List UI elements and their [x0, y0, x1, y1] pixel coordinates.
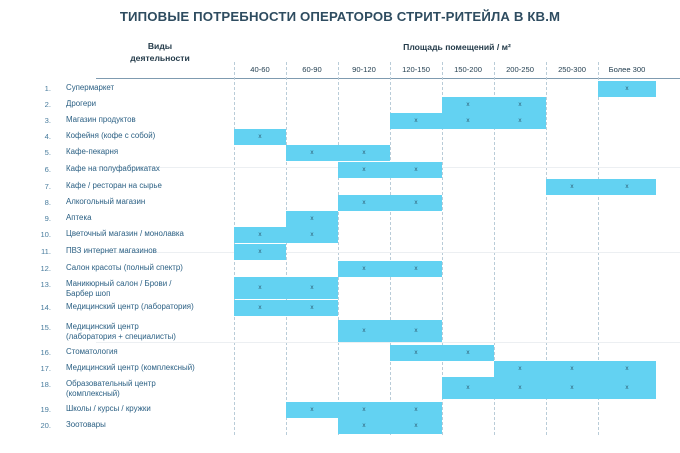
marked-cell[interactable]: x: [286, 145, 338, 161]
row-label-line: Кафе на полуфабрикатах: [66, 164, 160, 173]
marked-cell[interactable]: x: [234, 244, 286, 260]
header-area: Площадь помещений / м²: [403, 42, 511, 52]
header-rule: [96, 78, 680, 79]
row-number: 17.: [40, 364, 51, 373]
row-number: 4.: [44, 132, 51, 141]
marked-cell[interactable]: x: [390, 402, 442, 418]
column-header-7: Более 300: [608, 65, 646, 74]
row-label: [66, 213, 236, 223]
marked-cell[interactable]: x: [546, 377, 598, 399]
row-number: 5.: [44, 148, 51, 157]
marked-cell[interactable]: x: [390, 113, 442, 129]
column-separator-2: [338, 62, 339, 435]
row-label-line: Алкогольный магазин: [66, 197, 146, 206]
marked-cell[interactable]: x: [598, 377, 656, 399]
marked-cell[interactable]: x: [286, 227, 338, 243]
marked-cell[interactable]: x: [338, 320, 390, 342]
row-number: 18.: [40, 380, 51, 389]
marked-cell[interactable]: x: [494, 361, 546, 377]
row-number: 14.: [40, 303, 51, 312]
row-label: [66, 246, 236, 256]
row-label: [66, 404, 236, 414]
marked-cell[interactable]: x: [338, 402, 390, 418]
row-label-line: Кофейня (кофе с собой): [66, 131, 156, 140]
row-label-line: (комплексный): [66, 389, 120, 399]
marked-cell[interactable]: x: [234, 300, 286, 316]
marked-cell[interactable]: x: [286, 277, 338, 299]
row-label-line: Медицинский центр (лаборатория): [66, 302, 194, 311]
row-label: [66, 83, 236, 93]
row-label-line: Кафе-пекарня: [66, 147, 119, 156]
marked-cell[interactable]: x: [598, 361, 656, 377]
row-number: 6.: [44, 165, 51, 174]
row-number: 2.: [44, 100, 51, 109]
row-label: [66, 322, 236, 343]
row-label-line: Барбер шоп: [66, 289, 111, 299]
column-header-0: 40-60: [250, 65, 270, 74]
row-number: 12.: [40, 264, 51, 273]
marked-cell[interactable]: x: [442, 113, 494, 129]
row-label: [66, 363, 236, 373]
header-activities: [96, 41, 224, 64]
row-label-line: Кафе / ресторан на сырье: [66, 181, 162, 190]
row-number: 15.: [40, 323, 51, 332]
row-label: [66, 181, 236, 191]
marked-cell[interactable]: x: [286, 211, 338, 227]
row-label-line: Медицинский центр: [66, 322, 139, 331]
row-number: 16.: [40, 348, 51, 357]
marked-cell[interactable]: x: [338, 162, 390, 178]
row-label-line: Супермаркет: [66, 83, 115, 92]
row-label: [66, 99, 236, 109]
row-label-line: ПВЗ интернет магазинов: [66, 246, 157, 255]
column-header-6: 250-300: [558, 65, 586, 74]
row-label: [66, 115, 236, 125]
column-header-row: [234, 63, 680, 78]
row-label: [66, 147, 236, 157]
page-title: ТИПОВЫЕ ПОТРЕБНОСТИ ОПЕРАТОРОВ СТРИТ-РИТЕЙЛА В КВ.М: [119, 9, 561, 24]
row-label-line: Дрогери: [66, 99, 97, 108]
row-number: 7.: [44, 182, 51, 191]
row-label: [66, 279, 236, 300]
row-label: [66, 197, 236, 207]
column-header-3: 120-150: [402, 65, 430, 74]
column-header-5: 200-250: [506, 65, 534, 74]
row-label-line: Маникюрный салон / Брови /: [66, 279, 172, 288]
row-number: 11.: [41, 247, 51, 256]
row-label-line: Медицинский центр (комплексный): [66, 363, 195, 372]
row-label: [66, 164, 236, 174]
column-header-2: 90-120: [352, 65, 376, 74]
marked-cell[interactable]: x: [390, 162, 442, 178]
row-label-line: Зоотовары: [66, 420, 106, 429]
row-label-line: Стоматология: [66, 347, 118, 356]
row-number: 13.: [40, 280, 51, 289]
marked-cell[interactable]: x: [234, 129, 286, 145]
marked-cell[interactable]: x: [390, 195, 442, 211]
row-label-line: Школы / курсы / кружки: [66, 404, 151, 413]
row-label-line: Магазин продуктов: [66, 115, 136, 124]
row-label: [66, 347, 236, 357]
column-separator-1: [286, 62, 287, 435]
marked-cell[interactable]: x: [234, 277, 286, 299]
marked-cell[interactable]: x: [234, 227, 286, 243]
marked-cell[interactable]: x: [546, 179, 598, 195]
marked-cell[interactable]: x: [390, 345, 442, 361]
row-number: 20.: [40, 421, 51, 430]
marked-cell[interactable]: x: [442, 377, 494, 399]
marked-cell[interactable]: x: [494, 377, 546, 399]
row-label: [66, 131, 236, 141]
marked-cell[interactable]: x: [390, 320, 442, 342]
row-label-line: Образовательный центр: [66, 379, 156, 388]
header-activities-line1: Виды: [147, 41, 173, 51]
marked-cell[interactable]: x: [286, 402, 338, 418]
row-label-line: Цветочный магазин / монолавка: [66, 229, 184, 238]
marked-cell[interactable]: x: [390, 261, 442, 277]
row-label: [66, 263, 236, 273]
marked-cell[interactable]: x: [390, 418, 442, 434]
row-label: [66, 229, 236, 239]
row-label-line: Салон красоты (полный спектр): [66, 263, 183, 272]
marked-cell[interactable]: x: [494, 113, 546, 129]
marked-cell[interactable]: x: [442, 97, 494, 113]
column-header-1: 60-90: [302, 65, 322, 74]
marked-cell[interactable]: x: [286, 300, 338, 316]
header-activities-line2: деятельности: [130, 52, 190, 63]
marked-cell[interactable]: x: [442, 345, 494, 361]
marked-cell[interactable]: x: [338, 418, 390, 434]
row-label-line: (лаборатория + специалисты): [66, 332, 176, 342]
row-label: [66, 379, 236, 400]
row-label-line: Аптека: [66, 213, 92, 222]
row-label: [66, 420, 236, 430]
row-label: [66, 302, 236, 312]
marked-cell[interactable]: x: [338, 195, 390, 211]
row-number: 1.: [44, 84, 51, 93]
column-header-4: 150-200: [454, 65, 482, 74]
row-number: 9.: [44, 214, 51, 223]
marked-cell[interactable]: x: [598, 81, 656, 97]
marked-cell[interactable]: x: [598, 179, 656, 195]
marked-cell[interactable]: x: [338, 145, 390, 161]
row-number: 10.: [40, 230, 51, 239]
row-number: 3.: [44, 116, 51, 125]
marked-cell[interactable]: x: [494, 97, 546, 113]
row-number: 8.: [44, 198, 51, 207]
row-number: 19.: [40, 405, 51, 414]
marked-cell[interactable]: x: [546, 361, 598, 377]
marked-cell[interactable]: x: [338, 261, 390, 277]
